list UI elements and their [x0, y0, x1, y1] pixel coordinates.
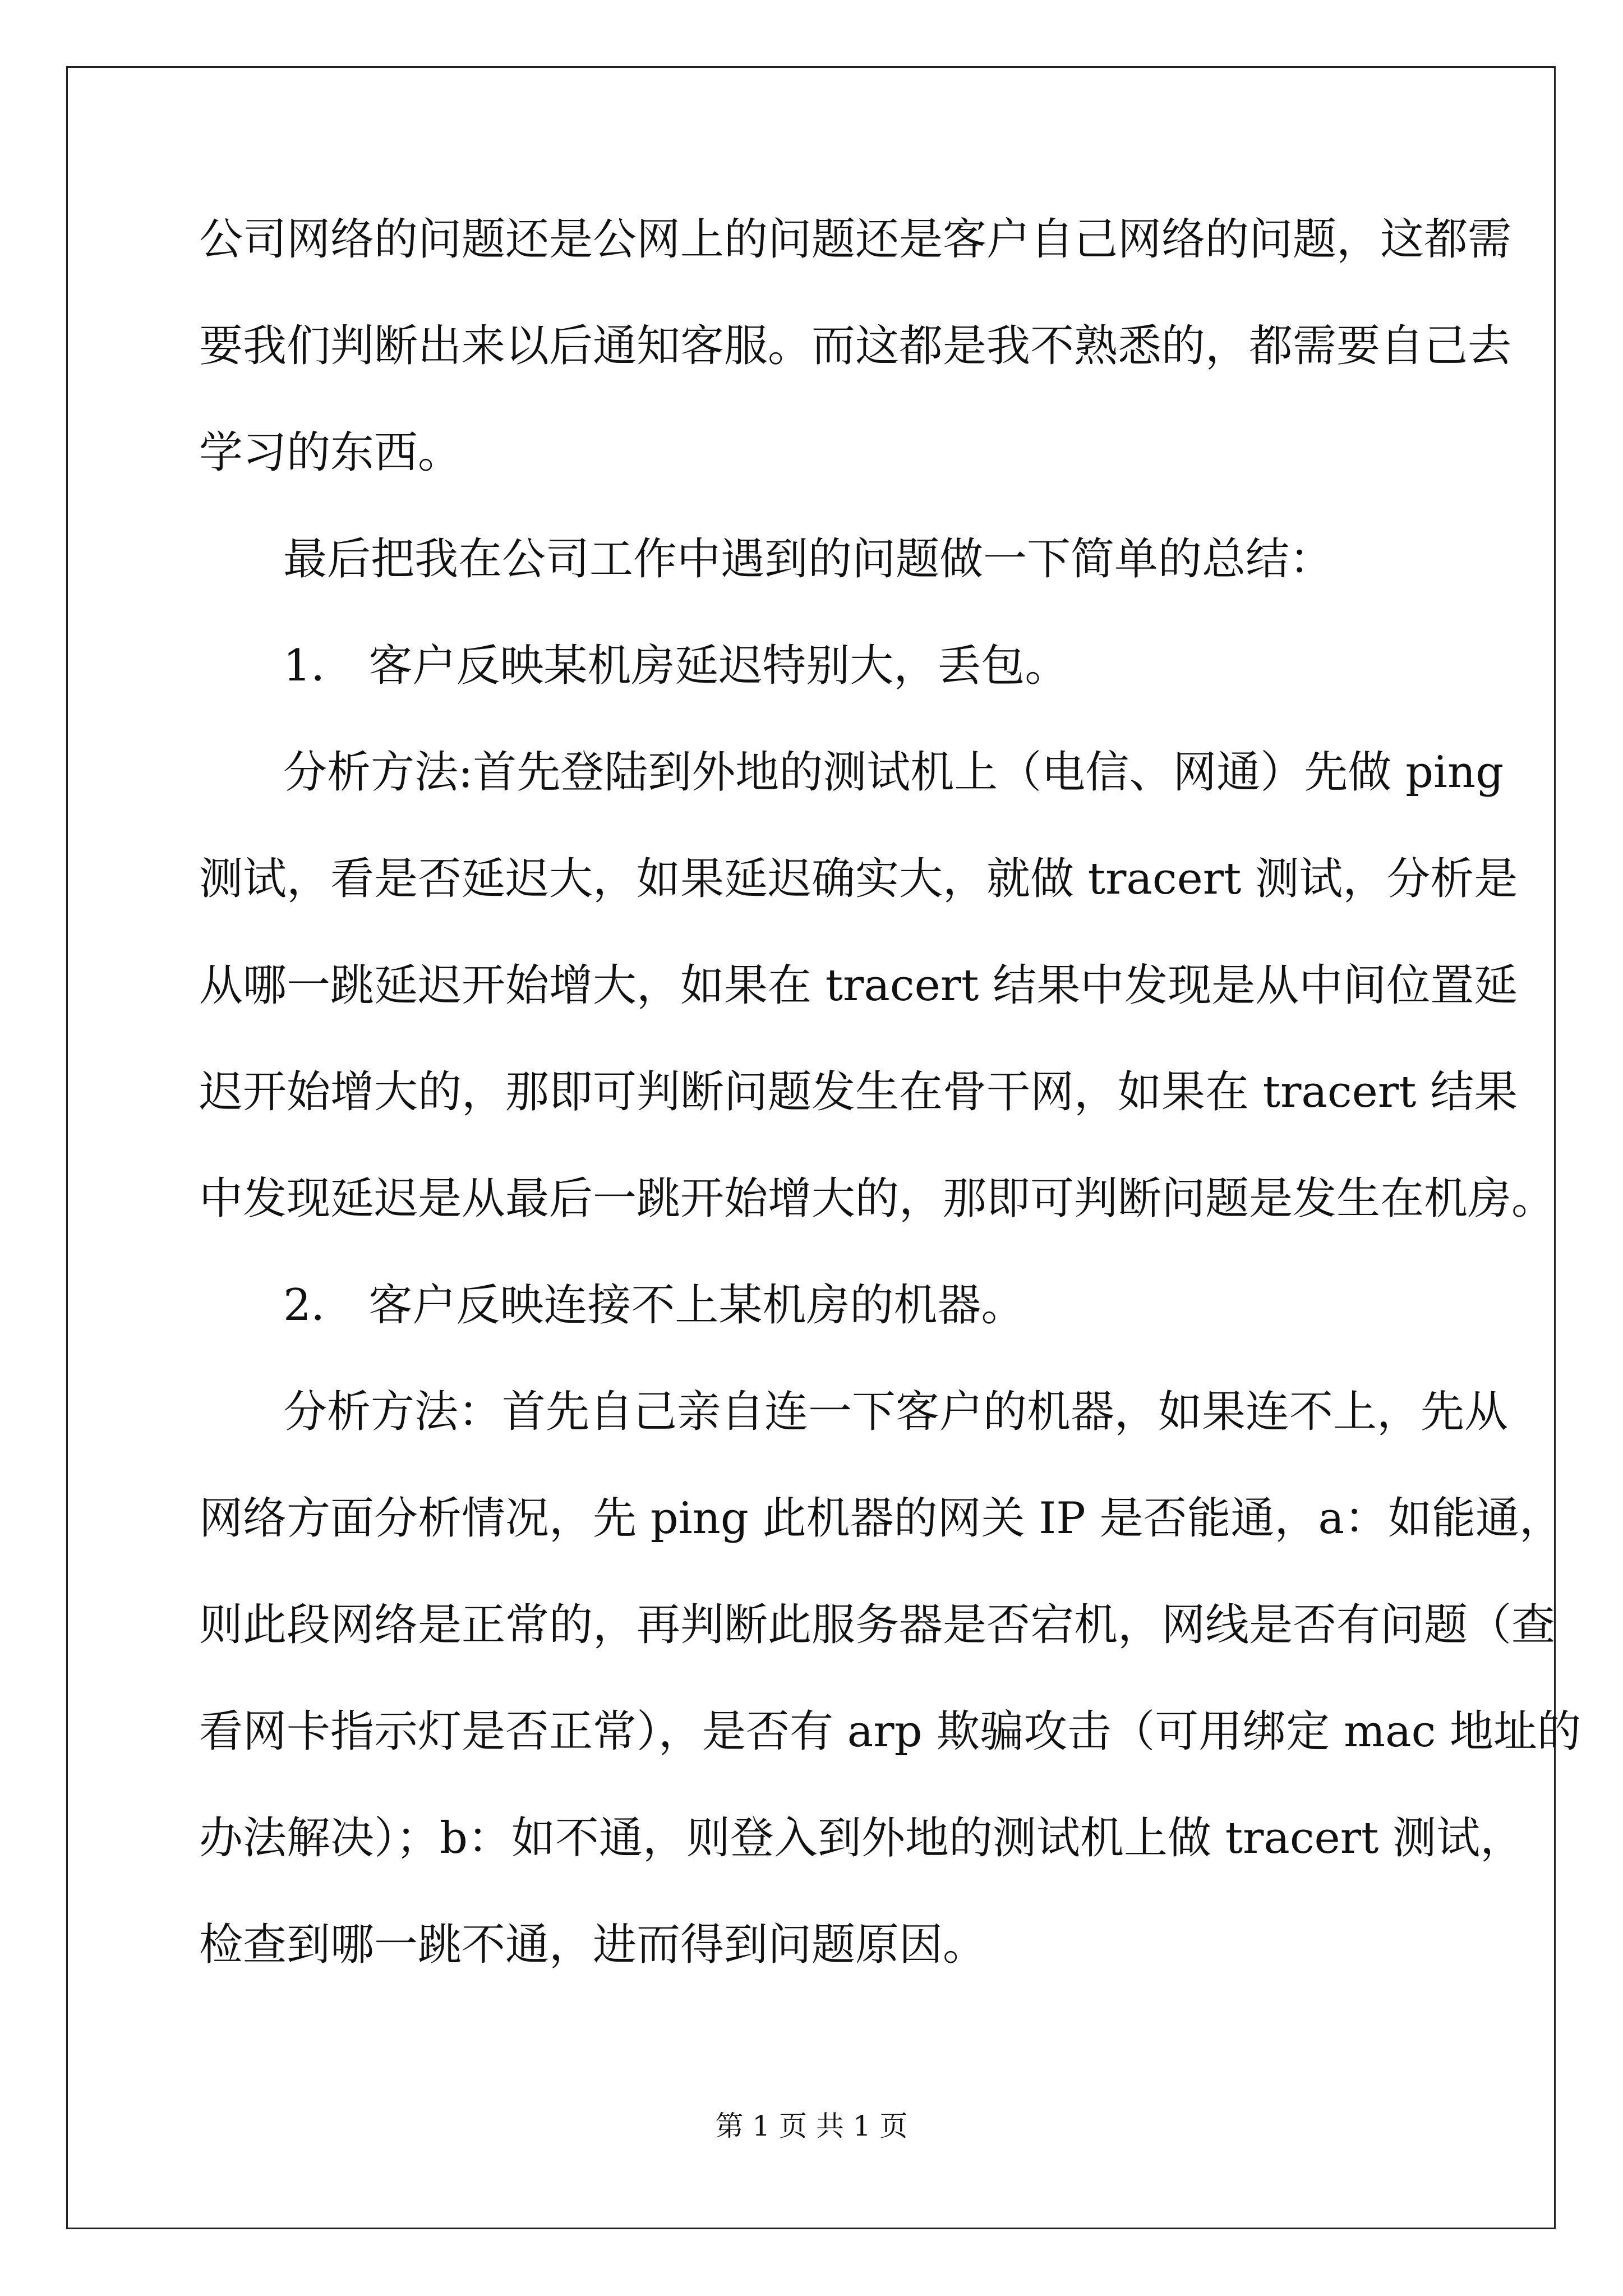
text-line: 公司网络的问题还是公网上的问题还是客户自己网络的问题，这都需 — [199, 214, 1512, 265]
text-line: 办法解决）；b：如不通，则登入到外地的测试机上做 tracert 测试， — [199, 1813, 1524, 1864]
text-line: 最后把我在公司工作中遇到的问题做一下简单的总结： — [283, 534, 1334, 585]
text-line: 检查到哪一跳不通，进而得到问题原因。 — [199, 1920, 987, 1970]
text-line: 看网卡指示灯是否正常），是否有 arp 欺骗攻击（可用绑定 mac 地址的 — [199, 1706, 1581, 1757]
text-line: 迟开始增大的，那即可判断问题发生在骨干网，如果在 tracert 结果 — [199, 1067, 1518, 1117]
text-line: 分析方法：首先自己亲自连一下客户的机器，如果连不上，先从 — [283, 1387, 1509, 1437]
text-line: 要我们判断出来以后通知客服。而这都是我不熟悉的，都需要自己去 — [199, 321, 1512, 371]
list-item-2: 2． 客户反映连接不上某机房的机器。 — [283, 1280, 1025, 1331]
text-line: 从哪一跳延迟开始增大，如果在 tracert 结果中发现是从中间位置延 — [199, 960, 1518, 1011]
text-line: 中发现延迟是从最后一跳开始增大的，那即可判断问题是发生在机房。 — [199, 1174, 1556, 1224]
text-line: 分析方法:首先登陆到外地的测试机上（电信、网通）先做 ping — [283, 747, 1504, 798]
text-line: 学习的东西。 — [199, 427, 462, 478]
text-line: 网络方面分析情况，先 ping 此机器的网关 IP 是否能通，a：如能通， — [199, 1493, 1564, 1544]
document-body — [199, 213, 1581, 2025]
text-line: 测试，看是否延迟大，如果延迟确实大，就做 tracert 测试，分析是 — [199, 854, 1518, 904]
page-footer: 第 1 页 共 1 页 — [715, 2110, 908, 2142]
text-line: 则此段网络是正常的，再判断此服务器是否宕机，网线是否有问题（查 — [199, 1600, 1556, 1650]
list-item-1: 1． 客户反映某机房延迟特别大，丢包。 — [283, 641, 1069, 691]
